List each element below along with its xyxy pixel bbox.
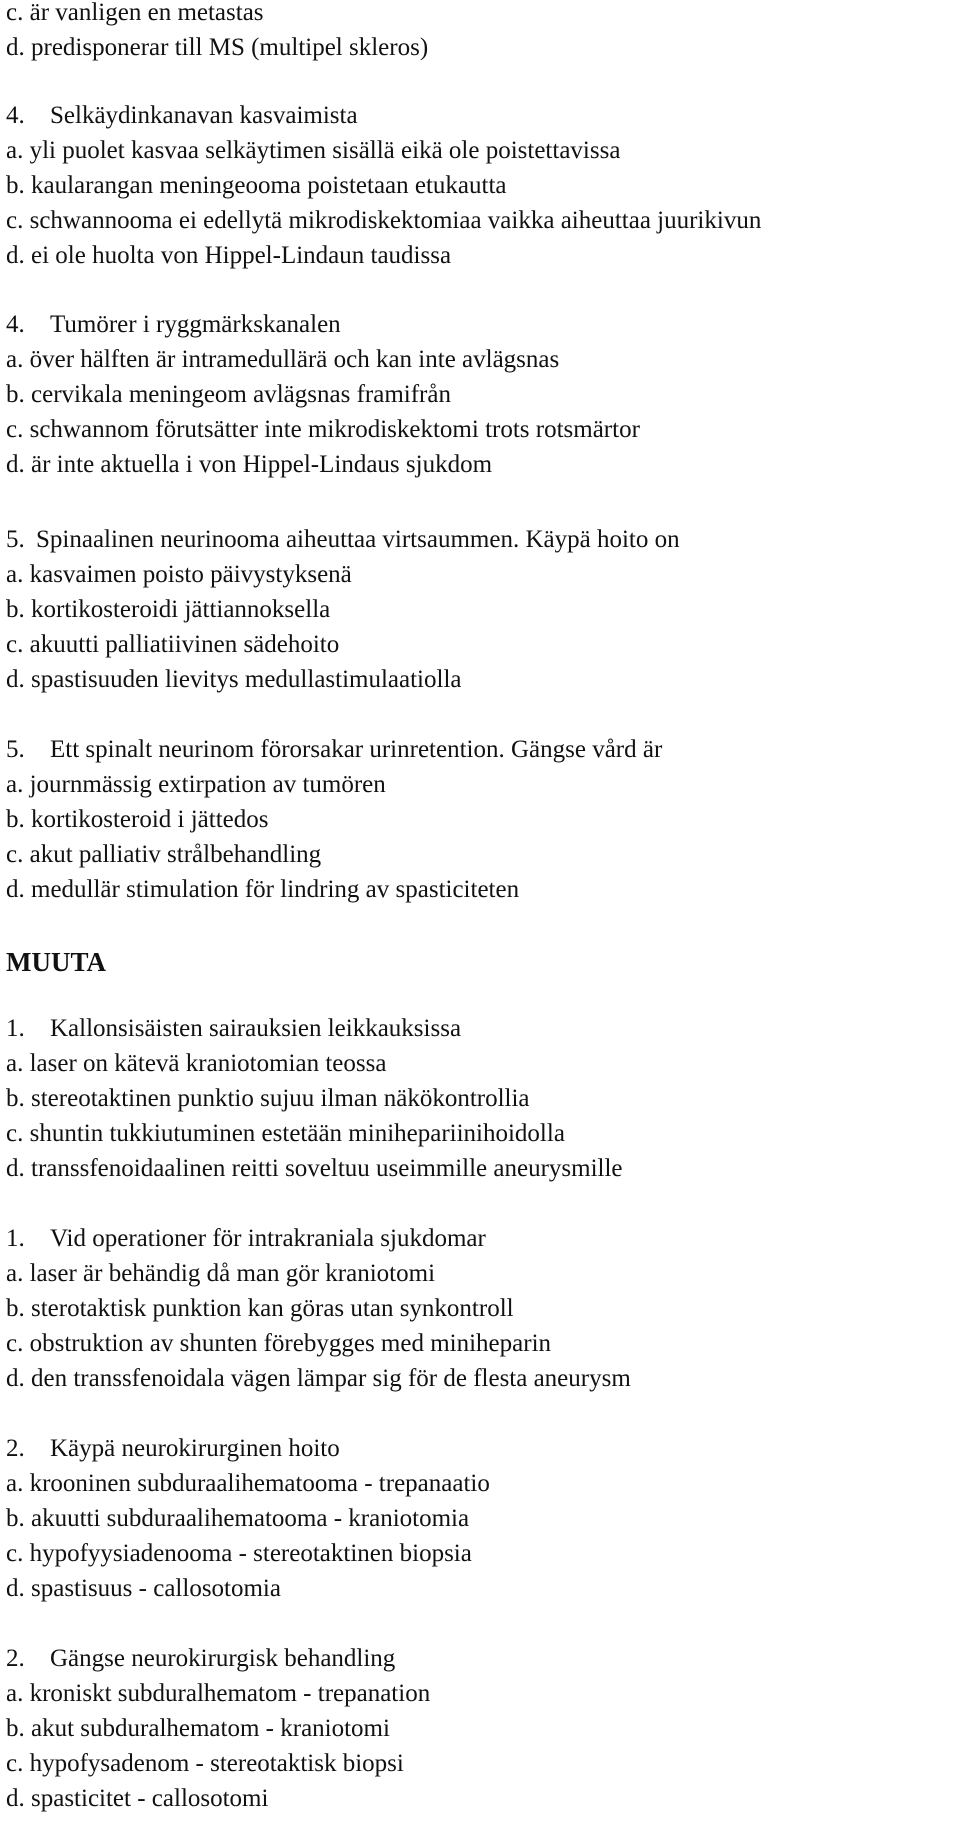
question-text: Ett spinalt neurinom förorsakar urinretention. Gängse vård är	[50, 736, 663, 763]
option-line: d. ei ole huolta von Hippel-Lindaun taudissa	[6, 242, 452, 269]
question-text: Vid operationer för intrakraniala sjukdomar	[50, 1225, 486, 1252]
option-line: a. laser är behändig då man gör kraniotomi	[6, 1260, 436, 1287]
section-heading: MUUTA	[6, 947, 106, 977]
option-line: b. akut subduralhematom - kraniotomi	[6, 1715, 390, 1742]
option-line: a. krooninen subduraalihematooma - trepanaatio	[6, 1470, 490, 1497]
option-line: d. predisponerar till MS (multipel skleros)	[6, 34, 429, 61]
option-line: b. stereotaktinen punktio sujuu ilman näkökontrollia	[6, 1085, 530, 1112]
option-line: d. transsfenoidaalinen reitti soveltuu useimmille aneurysmille	[6, 1155, 623, 1182]
question-text: Spinaalinen neurinooma aiheuttaa virtsaummen. Käypä hoito on	[36, 526, 680, 553]
question-number: 2.	[6, 1645, 25, 1672]
question-text: Tumörer i ryggmärkskanalen	[50, 311, 341, 338]
option-line: a. laser on kätevä kraniotomian teossa	[6, 1050, 387, 1077]
question-number: 1.	[6, 1225, 25, 1252]
option-line: c. är vanligen en metastas	[6, 0, 264, 26]
option-line: c. akuutti palliatiivinen sädehoito	[6, 631, 340, 658]
option-line: c. obstruktion av shunten förebygges med miniheparin	[6, 1330, 552, 1357]
option-line: b. kortikosteroidi jättiannoksella	[6, 596, 331, 623]
question-text: Käypä neurokirurginen hoito	[50, 1435, 340, 1462]
option-line: c. akut palliativ strålbehandling	[6, 841, 322, 868]
option-line: c. hypofysadenom - stereotaktisk biopsi	[6, 1750, 404, 1777]
option-line: d. spasticitet - callosotomi	[6, 1785, 269, 1812]
option-line: d. den transsfenoidala vägen lämpar sig för de flesta aneurysm	[6, 1365, 631, 1392]
option-line: d. spastisuuden lievitys medullastimulaatiolla	[6, 666, 462, 693]
question-text: Kallonsisäisten sairauksien leikkauksissa	[50, 1015, 462, 1042]
option-line: d. spastisuus - callosotomia	[6, 1575, 281, 1602]
option-line: b. sterotaktisk punktion kan göras utan synkontroll	[6, 1295, 514, 1322]
option-line: c. schwannooma ei edellytä mikrodiskektomiaa vaikka aiheuttaa juurikivun	[6, 207, 762, 234]
question-number: 4.	[6, 102, 25, 129]
option-line: d. medullär stimulation för lindring av spasticiteten	[6, 876, 520, 903]
question-number: 1.	[6, 1015, 25, 1042]
option-line: c. hypofyysiadenooma - stereotaktinen biopsia	[6, 1540, 472, 1567]
option-line: d. är inte aktuella i von Hippel-Lindaus sjukdom	[6, 451, 493, 478]
option-line: b. akuutti subduraalihematooma - kraniotomia	[6, 1505, 470, 1532]
option-line: c. schwannom förutsätter inte mikrodiskektomi trots rotsmärtor	[6, 416, 640, 443]
option-line: b. kortikosteroid i jättedos	[6, 806, 269, 833]
question-text: Gängse neurokirurgisk behandling	[50, 1645, 396, 1672]
question-number: 4.	[6, 311, 25, 338]
option-line: a. kasvaimen poisto päivystyksenä	[6, 561, 352, 588]
option-line: c. shuntin tukkiutuminen estetään minihepariinihoidolla	[6, 1120, 565, 1147]
question-text: Selkäydinkanavan kasvaimista	[50, 102, 358, 129]
option-line: b. kaularangan meningeooma poistetaan etukautta	[6, 172, 507, 199]
question-number: 5.	[6, 736, 25, 763]
question-number: 5.	[6, 526, 25, 553]
option-line: b. cervikala meningeom avlägsnas framifrån	[6, 381, 451, 408]
option-line: a. journmässig extirpation av tumören	[6, 771, 386, 798]
option-line: a. över hälften är intramedullärä och kan inte avlägsnas	[6, 346, 560, 373]
option-line: a. yli puolet kasvaa selkäytimen sisällä eikä ole poistettavissa	[6, 137, 621, 164]
question-number: 2.	[6, 1435, 25, 1462]
option-line: a. kroniskt subduralhematom - trepanation	[6, 1680, 431, 1707]
